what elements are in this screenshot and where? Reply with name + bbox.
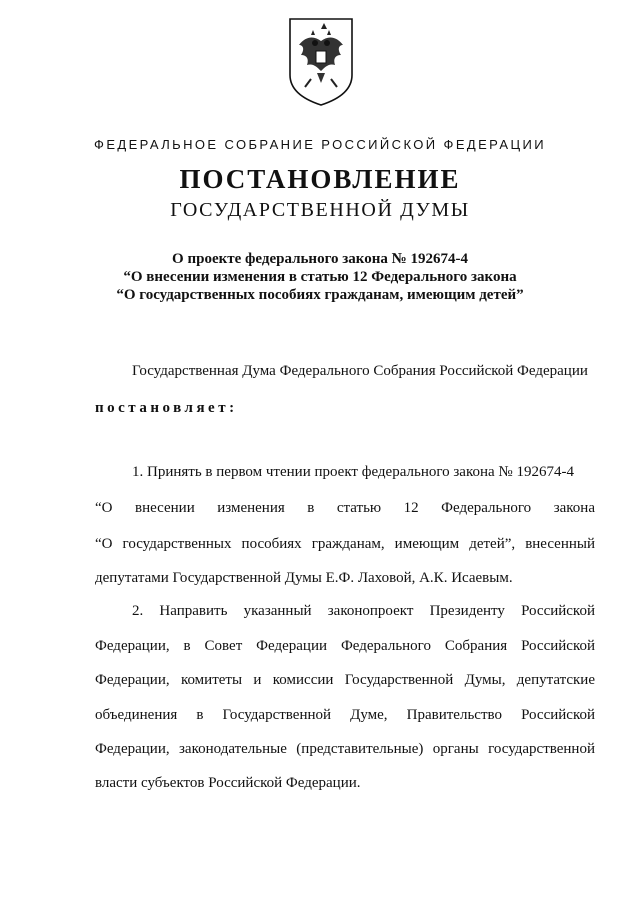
paragraph-2-line: объединения в Государственной Думе, Правительство Российской <box>95 707 595 723</box>
bill-subject-line: О проекте федерального закона № 192674-4 <box>172 251 468 267</box>
document-title: ПОСТАНОВЛЕНИЕ <box>179 164 461 194</box>
paragraph-2-line: Федерации, законодательные (представительные) органы государственной <box>95 741 595 757</box>
document-subtitle: ГОСУДАРСТВЕННОЙ ДУМЫ <box>170 199 470 221</box>
decides-word: постановляет: <box>95 400 238 416</box>
federal-assembly-heading: ФЕДЕРАЛЬНОЕ СОБРАНИЕ РОССИЙСКОЙ ФЕДЕРАЦИИ <box>94 137 546 152</box>
bill-subject-line: “О государственных пособиях гражданам, имеющим детей” <box>116 287 524 303</box>
coat-of-arms-emblem <box>287 15 355 107</box>
paragraph-1-line: 1. Принять в первом чтении проект федерального закона № 192674-4 <box>132 464 574 480</box>
paragraph-2-line: 2. Направить указанный законопроект Президенту Российской <box>132 603 595 619</box>
paragraph-2-line: Федерации, в Совет Федерации Федерального Собрания Российской <box>95 638 595 654</box>
bill-subject <box>0 250 640 304</box>
paragraph-2-line: Федерации, комитеты и комиссии Государственной Думы, депутатские <box>95 672 595 688</box>
paragraph-1-line: депутатами Государственной Думы Е.Ф. Лаховой, А.К. Исаевым. <box>95 570 513 586</box>
paragraph-1-line: “О государственных пособиях гражданам, имеющим детей”, внесенный <box>95 536 595 552</box>
paragraph-1-line: “О внесении изменения в статью 12 Федерального закона <box>95 500 595 516</box>
bill-subject-line: “О внесении изменения в статью 12 Федерального закона <box>123 269 517 285</box>
paragraph-2-line: власти субъектов Российской Федерации. <box>95 775 361 791</box>
intro-paragraph: Государственная Дума Федерального Собрания Российской Федерации <box>132 363 588 379</box>
